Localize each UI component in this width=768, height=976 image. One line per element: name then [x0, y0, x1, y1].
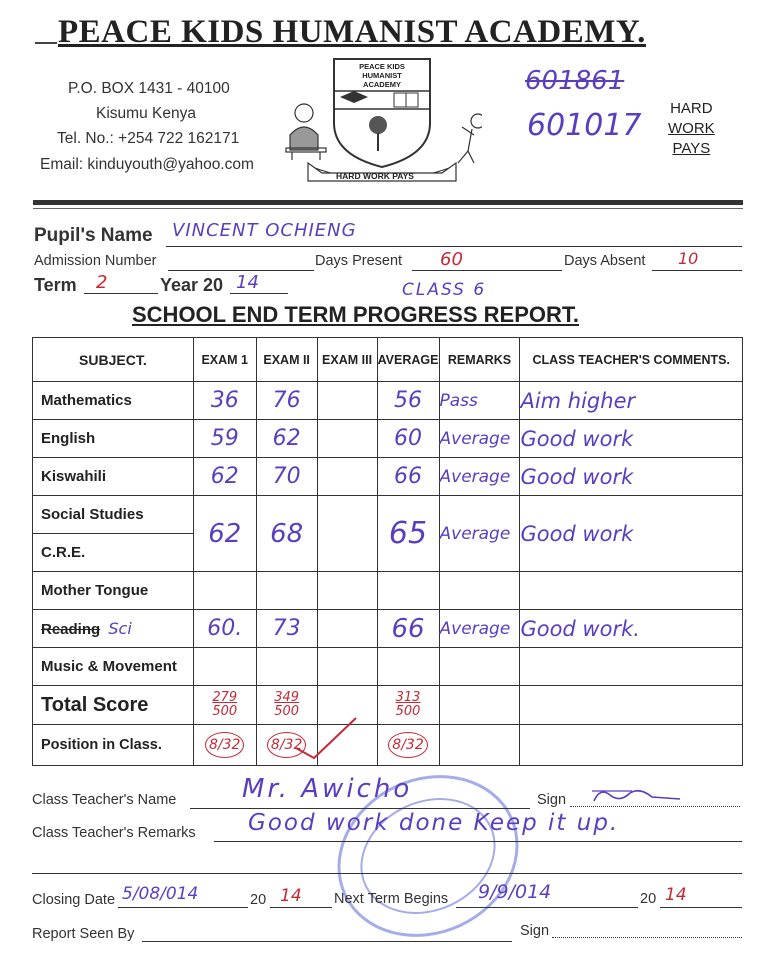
total-exam1-out: 500 [212, 704, 238, 719]
closing-year-value: 14 [280, 886, 302, 906]
remark-cell: Average [439, 610, 520, 648]
seen-by-line [142, 941, 512, 942]
year-line [230, 293, 288, 294]
comment-cell: Good work [520, 420, 743, 458]
header-comments: CLASS TEACHER'S COMMENTS. [520, 338, 743, 382]
table-row [33, 496, 743, 534]
closing-year-line [270, 907, 332, 908]
comment-cell: Good work [520, 496, 743, 572]
comment-cell: Aim higher [520, 382, 743, 420]
address-phone: Tel. No.: +254 722 162171 [57, 130, 240, 147]
days-absent-value: 10 [678, 249, 699, 268]
header-exam3: EXAM III [317, 338, 377, 382]
closing-year-prefix: 20 [250, 892, 267, 908]
admission-line [168, 270, 314, 271]
total-exam1-score: 279 [212, 690, 238, 705]
exam2-cell: 68 [256, 496, 317, 572]
teacher-remarks-label: Class Teacher's Remarks [32, 825, 196, 841]
days-present-line [412, 270, 562, 271]
exam3-cell [317, 420, 377, 458]
exam3-cell [317, 610, 377, 648]
exam1-cell: 36 [193, 382, 256, 420]
average-cell: 56 [377, 382, 439, 420]
slogan [668, 99, 715, 159]
next-term-label: Next Term Begins [334, 891, 449, 907]
table-row [33, 648, 743, 686]
position-average: 8/32 [377, 725, 439, 766]
table-row [33, 420, 743, 458]
teacher-name-label: Class Teacher's Name [32, 792, 177, 808]
total-average-score: 313 [395, 690, 421, 705]
total-exam2-score: 349 [274, 690, 300, 705]
days-present-value: 60 [440, 249, 463, 270]
term-line [84, 293, 158, 294]
subject-cell: Kiswahili [33, 458, 194, 496]
total-exam2-out: 500 [274, 704, 300, 719]
teacher-signature-icon [590, 785, 690, 807]
position-label: Position in Class. [33, 725, 194, 766]
handwritten-number: 601017 [527, 108, 642, 143]
subject-cell: Music & Movement [33, 648, 194, 686]
number-struck: 601861 [525, 66, 625, 96]
pupil-name-line [166, 246, 742, 247]
teacher-remarks-line [214, 841, 742, 842]
next-term-value: 9/9/014 [478, 881, 552, 903]
subject-cell: Mother Tongue [33, 572, 194, 610]
crest-school-text: PEACE KIDS HUMANIST ACADEMY [359, 62, 405, 89]
closing-date-value: 5/08/014 [122, 884, 199, 904]
comment-cell: Good work [520, 458, 743, 496]
next-term-line [456, 907, 638, 908]
average-cell: 60 [377, 420, 439, 458]
table-row [33, 382, 743, 420]
class-value: CLASS 6 [402, 280, 487, 300]
subject-note: Sci [108, 619, 132, 638]
remark-cell: Pass [439, 382, 520, 420]
year-label: Year 20 [160, 275, 224, 295]
slogan-word-1: HARD [670, 100, 713, 117]
exam1-cell: 62 [193, 496, 256, 572]
header-dash [35, 42, 57, 44]
report-title: SCHOOL END TERM PROGRESS REPORT. [132, 302, 579, 327]
position-exam1: 8/32 [193, 725, 256, 766]
teacher-name-line [190, 808, 530, 809]
term-value: 2 [96, 272, 108, 293]
crest-motto: HARD WORK PAYS [336, 171, 414, 181]
address-city: Kisumu Kenya [96, 105, 196, 122]
table-row [33, 610, 743, 648]
subject-cell: Mathematics [33, 382, 194, 420]
header-divider-thin [33, 208, 743, 209]
exam2-cell: 76 [256, 382, 317, 420]
teacher-name-value: Mr. Awicho [242, 774, 413, 804]
total-exam1 [193, 686, 256, 725]
pupil-name-value: VINCENT OCHIENG [172, 220, 357, 241]
subject-reading: Reading [41, 621, 101, 638]
sign2-label: Sign [520, 923, 550, 939]
blank-line [32, 873, 742, 874]
header-exam1: EXAM 1 [193, 338, 256, 382]
exam3-cell [317, 496, 377, 572]
header-divider [33, 200, 743, 205]
next-year-value: 14 [665, 885, 687, 905]
average-cell: 66 [377, 610, 439, 648]
school-name: PEACE KIDS HUMANIST ACADEMY. [58, 14, 646, 50]
header-remarks: REMARKS [439, 338, 520, 382]
total-average-out: 500 [395, 704, 421, 719]
average-cell: 65 [377, 496, 439, 572]
days-absent-label: Days Absent [564, 253, 646, 269]
exam2-cell: 70 [256, 458, 317, 496]
position-exam2: 8/32 [256, 725, 317, 766]
total-average [377, 686, 439, 725]
header-average: AVERAGE [377, 338, 439, 382]
red-tick-icon [290, 712, 360, 762]
subject-cell: English [33, 420, 194, 458]
table-row [33, 458, 743, 496]
average-cell: 66 [377, 458, 439, 496]
header-subject: SUBJECT. [33, 338, 194, 382]
comment-cell: Good work. [520, 610, 743, 648]
table-header-row [33, 338, 743, 382]
exam3-cell [317, 382, 377, 420]
closing-date-label: Closing Date [32, 892, 116, 908]
position-row [33, 725, 743, 766]
exam1-cell: 59 [193, 420, 256, 458]
sign-label: Sign [537, 792, 567, 808]
pupil-name-label: Pupil's Name [34, 225, 153, 246]
address-email: Email: kinduyouth@yahoo.com [40, 156, 254, 173]
days-present-label: Days Present [315, 253, 403, 269]
subject-cell: Social Studies [33, 496, 194, 534]
seen-by-label: Report Seen By [32, 926, 135, 942]
year-value: 14 [236, 272, 259, 293]
next-year-line [660, 907, 742, 908]
next-year-prefix: 20 [640, 891, 657, 907]
address-po-box: P.O. BOX 1431 - 40100 [68, 80, 230, 97]
closing-date-line [118, 907, 248, 908]
exam2-cell: 62 [256, 420, 317, 458]
sign2-line [552, 937, 742, 938]
total-label: Total Score [33, 686, 194, 725]
exam3-cell [317, 458, 377, 496]
header-exam2: EXAM II [256, 338, 317, 382]
term-label: Term [34, 275, 77, 295]
teacher-remarks-value: Good work done Keep it up. [248, 810, 620, 836]
subject-cell [33, 610, 194, 648]
exam2-cell: 73 [256, 610, 317, 648]
exam1-cell: 62 [193, 458, 256, 496]
days-absent-line [652, 270, 742, 271]
slogan-word-2: WORK [668, 120, 715, 137]
table-row [33, 572, 743, 610]
remark-cell: Average [439, 420, 520, 458]
grades-table [32, 337, 743, 766]
exam1-cell: 60. [193, 610, 256, 648]
remark-cell: Average [439, 496, 520, 572]
subject-cell: C.R.E. [33, 534, 194, 572]
slogan-word-3: PAYS [672, 140, 711, 157]
total-row [33, 686, 743, 725]
remark-cell: Average [439, 458, 520, 496]
admission-label: Admission Number [34, 253, 157, 269]
